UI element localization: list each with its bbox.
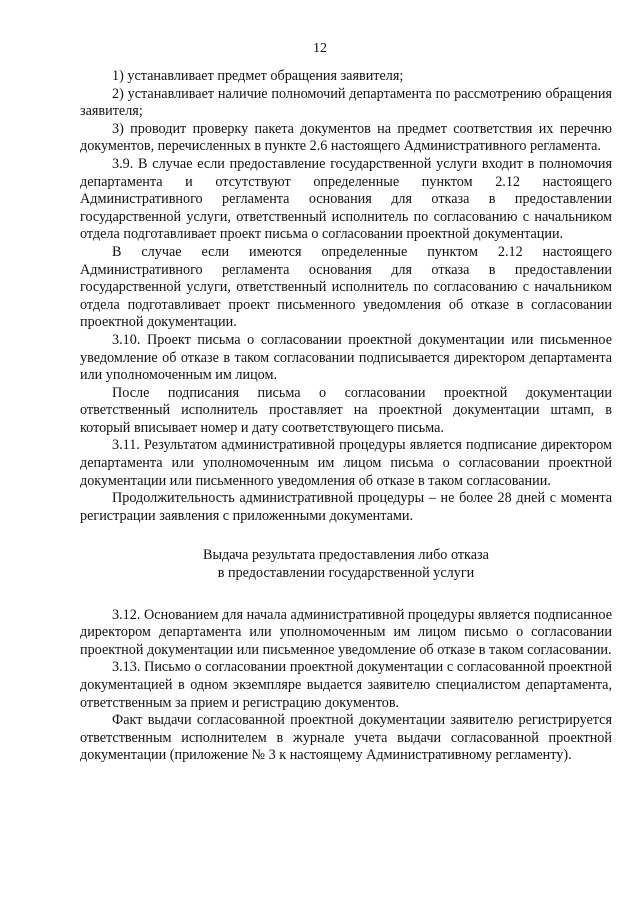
paragraph-3-11: 3.11. Результатом административной процедуры является подписание директором департамента или уполномоченным им лицом письма о согласовании проектной документации или письменного уведомления об отказе в таком согласовании. <box>80 437 612 489</box>
paragraph-3-9-refusal: В случае если имеются определенные пунктом 2.12 настоящего Административного регламента основания для отказа в предоставлении государственной услуги, ответственный исполнитель по согласованию с начальником отдела подготавливает проект письменного уведомления об отказе в согласовании проектной документации. <box>80 243 612 331</box>
paragraph-registration: Факт выдачи согласованной проектной документации заявителю регистрируется ответственным исполнителем в журнале учета выдачи согласованной проектной документации (приложение № 3 к настоящему Административному регламенту). <box>80 712 612 764</box>
paragraph-item-2: 2) устанавливает наличие полномочий департамента по рассмотрению обращения заявителя; <box>80 85 612 120</box>
paragraph-3-12: 3.12. Основанием для начала административной процедуры является подписанное директором департамента или уполномоченным им лицом письмо о согласовании проектной документации или письменное уведомление об отказе в таком согласовании. <box>80 606 612 658</box>
paragraph-duration: Продолжительность административной процедуры – не более 28 дней с момента регистрации заявления с приложенными документами. <box>80 490 612 524</box>
paragraph-item-3: 3) проводит проверку пакета документов на предмет соответствия их перечню документов, перечисленных в пункте 2.6 настоящего Административного регламента. <box>80 120 612 155</box>
paragraph-3-10-stamp: После подписания письма о согласовании проектной документации ответственный исполнитель проставляет на проектной документации штамп, в который вписывает номер и дату соответствующего письма. <box>80 384 612 436</box>
paragraph-item-1: 1) устанавливает предмет обращения заявителя; <box>112 68 404 84</box>
paragraph-3-9: 3.9. В случае если предоставление государственной услуги входит в полномочия департамента и отсутствуют определенные пунктом 2.12 настоящего Административного регламента основания для отказа в предоставлении государственной услуги, ответственный исполнитель по согласованию с начальником отдела подготавливает проект письма о согласовании проектной документации. <box>80 155 612 243</box>
document-body <box>80 68 612 765</box>
paragraph-3-10: 3.10. Проект письма о согласовании проектной документации или письменное уведомление об отказе в таком согласовании подписывается директором департамента или уполномоченным им лицом. <box>80 331 612 384</box>
section-heading-line-2: в предоставлении государственной услуги <box>217 565 475 582</box>
section-gap-bottom <box>80 583 612 607</box>
page-number: 12 <box>313 41 327 56</box>
section-heading-line-1: Выдача результата предоставления либо отказа <box>203 547 489 564</box>
section-gap-top <box>80 525 612 547</box>
paragraph-3-13: 3.13. Письмо о согласовании проектной документации с согласованной проектной документацией в одном экземпляре выдается заявителю специалистом департамента, ответственным за прием и регистрацию документов. <box>80 659 612 711</box>
